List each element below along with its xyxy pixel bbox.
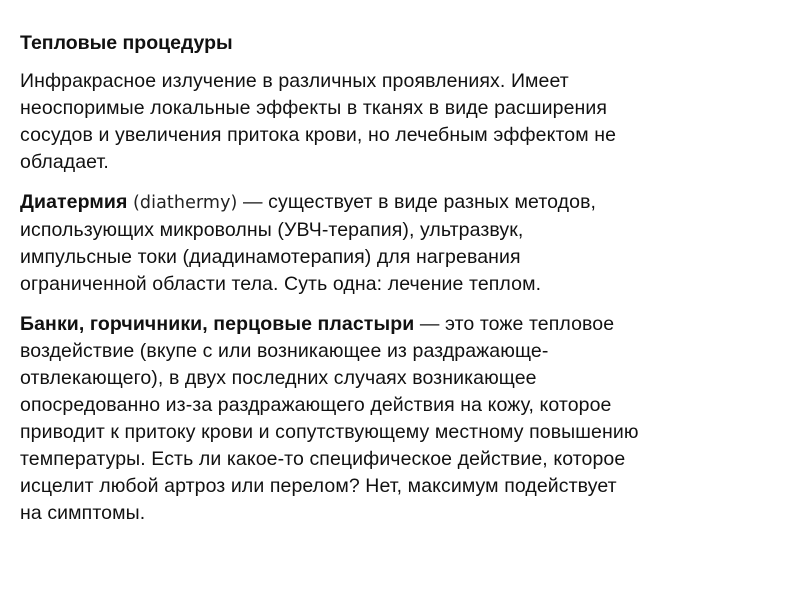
paragraph-line-rest: — существует в виде разных методов, xyxy=(243,191,597,213)
paragraph-line: Инфракрасное излучение в различных проявлениях. Имеет xyxy=(20,70,569,92)
term-latin: (diathermy) xyxy=(133,193,238,213)
paragraph-line: импульсные токи (диадинамотерапия) для нагревания xyxy=(20,246,521,268)
paragraph-line-rest: — это тоже тепловое xyxy=(419,313,615,335)
term-cupping: Банки, горчичники, перцовые пластыри xyxy=(20,313,415,335)
term-diathermy: Диатермия xyxy=(20,191,128,213)
paragraph-line: неоспоримые локальные эффекты в тканях в виде расширения xyxy=(20,97,608,119)
paragraph-line: ограниченной области тела. Суть одна: лечение теплом. xyxy=(20,273,542,295)
paragraph-line: воздействие (вкупе с или возникающее из раздражающе- xyxy=(20,340,549,362)
paragraph-line: использующих микроволны (УВЧ-терапия), ультразвук, xyxy=(20,219,524,241)
paragraph-line: опосредованно из-за раздражающего действия на кожу, которое xyxy=(20,394,612,416)
page-title: Тепловые процедуры xyxy=(20,32,233,54)
paragraph-infrared xyxy=(20,68,780,176)
paragraph-line: отвлекающего), в двух последних случаях возникающее xyxy=(20,367,537,389)
paragraph-line: обладает. xyxy=(20,151,109,173)
paragraph-line: сосудов и увеличения притока крови, но лечебным эффектом не xyxy=(20,124,617,146)
paragraph-first-line xyxy=(20,189,780,217)
paragraph-diathermy xyxy=(20,189,780,298)
paragraph-line: приводит к притоку крови и сопутствующему местному повышению xyxy=(20,421,639,443)
paragraph-line: исцелит любой артроз или перелом? Нет, максимум подействует xyxy=(20,475,617,497)
paragraph-first-line xyxy=(20,311,780,338)
paragraph-cupping xyxy=(20,311,780,527)
paragraph-line: температуры. Есть ли какое-то специфическое действие, которое xyxy=(20,448,626,470)
paragraph-line: на симптомы. xyxy=(20,502,146,524)
